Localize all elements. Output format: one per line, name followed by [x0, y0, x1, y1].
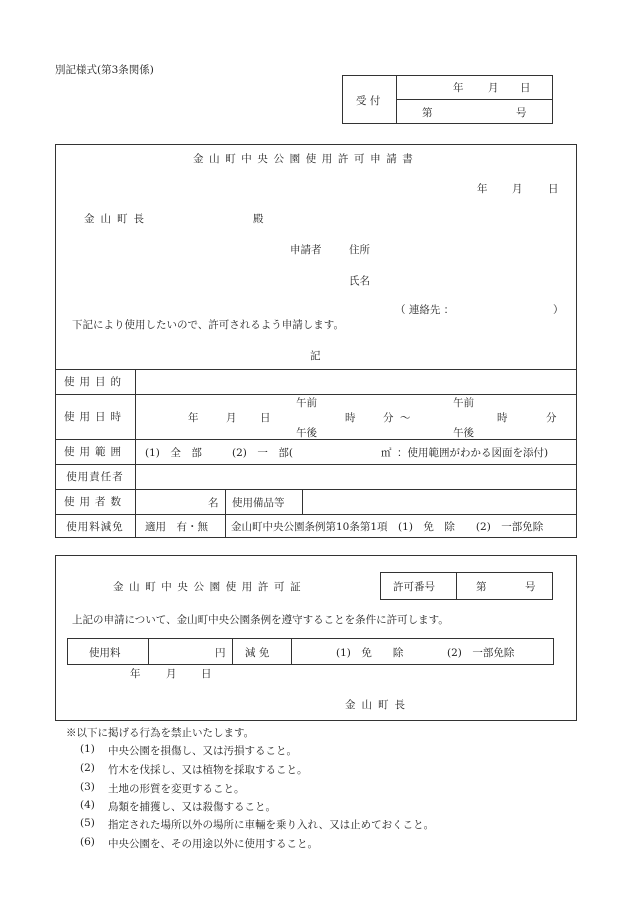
scope-option-partial: (2) 一 部(	[232, 447, 293, 459]
prohibition-number: (4)	[80, 799, 95, 811]
count-label: 使用者数	[64, 496, 126, 508]
permit-number-label: 許可番号	[393, 581, 435, 593]
datetime-pm-2: 午後	[453, 427, 474, 439]
datetime-hour-2: 時	[497, 412, 508, 424]
datetime-day: 日	[260, 412, 271, 424]
scope-label: 使用範囲	[64, 446, 126, 458]
prohibition-number: (5)	[80, 817, 95, 829]
datetime-year: 年	[188, 412, 199, 424]
fee-label: 使用料減免	[66, 520, 124, 533]
datetime-label: 使用日時	[64, 411, 126, 423]
application-day: 日	[548, 183, 559, 195]
application-title: 金山町中央公園使用許可申請書	[193, 153, 419, 165]
prohibitions-heading: ※以下に掲げる行為を禁止いたします。	[66, 727, 255, 739]
permit-number-prefix: 第	[476, 581, 487, 593]
receipt-month: 月	[488, 82, 499, 94]
application-month: 月	[512, 183, 523, 195]
honorific: 殿	[253, 213, 264, 225]
receipt-year: 年	[453, 82, 464, 94]
manager-label: 使用責任者	[66, 471, 124, 483]
fee-rule: 金山町中央公園条例第10条第1項 (1) 免 除 (2) 一部免除	[231, 521, 544, 533]
permit-title: 金山町中央公園使用許可証	[113, 581, 307, 593]
scope-unit: ㎡	[381, 447, 392, 459]
permit-day: 日	[201, 668, 212, 680]
name-label: 氏名	[349, 275, 370, 287]
prohibition-text: 土地の形質を変更すること。	[108, 783, 245, 795]
permit-year: 年	[130, 668, 141, 680]
permit-reduction-label: 減 免	[245, 647, 270, 659]
addressee: 金山町長	[84, 213, 150, 225]
datetime-min-2: 分	[546, 412, 557, 424]
prohibition-number: (6)	[80, 836, 95, 848]
permit-number-suffix: 号	[525, 581, 536, 593]
datetime-min-1: 分	[383, 412, 394, 424]
permit-yen: 円	[215, 647, 226, 659]
count-unit: 名	[208, 497, 219, 509]
receipt-number-suffix: 号	[516, 107, 527, 119]
prohibition-text: 鳥類を捕獲し、又は殺傷すること。	[108, 801, 276, 813]
address-label: 住所	[349, 244, 370, 256]
datetime-am-1: 午前	[296, 397, 317, 409]
prohibition-text: 中央公園を、その用途以外に使用すること。	[108, 838, 318, 850]
prohibition-number: (1)	[80, 743, 95, 755]
prohibition-number: (3)	[80, 781, 95, 793]
prohibition-text: 中央公園を損傷し、又は汚損すること。	[108, 745, 297, 757]
datetime-pm-1: 午後	[296, 427, 317, 439]
receipt-number-prefix: 第	[422, 107, 433, 119]
permit-month: 月	[166, 668, 177, 680]
permit-issuer: 金山町長	[345, 699, 411, 711]
permit-option-partial: (2) 一部免除	[447, 647, 515, 659]
equipment-label: 使用備品等	[232, 497, 285, 509]
application-year: 年	[477, 183, 488, 195]
request-text: 下記により使用したいので、許可されるよう申請します。	[72, 319, 344, 331]
form-label: 別記様式(第3条関係)	[55, 64, 154, 76]
receipt-day: 日	[520, 82, 531, 94]
prohibition-text: 竹木を伐採し、又は植物を採取すること。	[108, 764, 308, 776]
purpose-label: 使用目的	[64, 376, 126, 388]
permit-fee-label: 使用料	[89, 647, 121, 659]
prohibition-text: 指定された場所以外の場所に車輛を乗り入れ、又は止めておくこと。	[108, 819, 435, 831]
prohibition-number: (2)	[80, 762, 95, 774]
permit-statement: 上記の申請について、金山町中央公園条例を遵守することを条件に許可します。	[72, 614, 449, 626]
ki-label: 記	[310, 350, 321, 362]
datetime-am-2: 午前	[453, 397, 474, 409]
datetime-hour-1: 時	[345, 412, 356, 424]
receipt-label: 受 付	[356, 95, 381, 107]
fee-applied: 適用 有・無	[145, 521, 208, 533]
contact-close: ）	[553, 304, 564, 316]
datetime-month: 月	[226, 412, 237, 424]
permit-option-exempt: (1) 免 除	[336, 647, 404, 659]
datetime-tilde: 〜	[400, 412, 411, 424]
scope-note: ：使用範囲がわかる図面を添付)	[397, 447, 549, 459]
applicant-label: 申請者	[290, 244, 322, 256]
contact-open: （ 連絡先 ：	[395, 304, 455, 316]
scope-option-all: (1) 全 部	[145, 447, 202, 459]
